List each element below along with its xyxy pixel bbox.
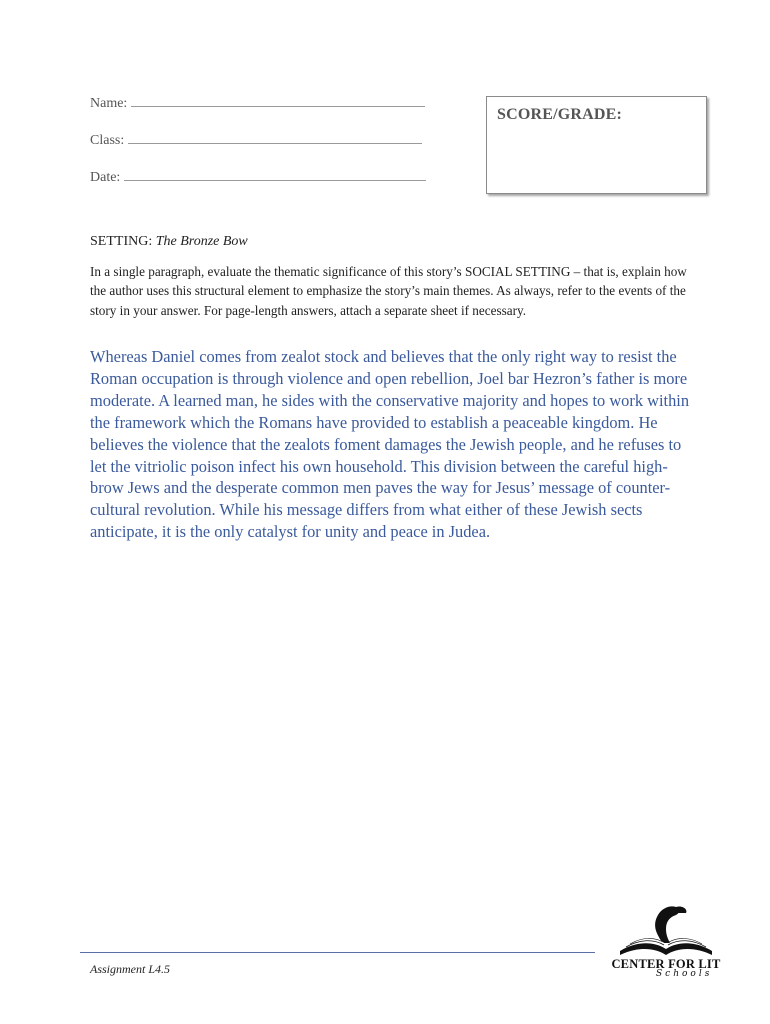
date-field[interactable]: [90, 168, 426, 186]
class-field[interactable]: [90, 131, 422, 149]
setting-heading: [90, 234, 248, 250]
name-field[interactable]: [90, 94, 425, 112]
date-label: Date:: [90, 170, 121, 185]
student-answer: Whereas Daniel comes from zealot stock and believes that the only right way to resist the Roman occupation is through violence and open rebellion, Joel bar Hezron’s father is more moderate. A learned man, he sides with the conservative majority and hopes to work within the framework which the Romans have provided to establish a peaceable kingdom. He believes the violence that the zealots foment damages the Jewish people, and he refuses to let the vitriolic poison infect his own household. This division between the careful high-brow Jews and the desperate common men paves the way for Jesus’ message of counter-cultural revolution. While his message differs from what either of these Jewish sects anticipate, it is the only catalyst for unity and peace in Judea.: [90, 347, 690, 542]
logo-name: CENTER FOR LIT: [611, 957, 721, 971]
center-for-lit-logo: [606, 895, 726, 990]
name-label: Name:: [90, 96, 128, 111]
score-grade-box: [486, 96, 707, 194]
name-underline[interactable]: [131, 94, 425, 107]
pelican-book-icon: [606, 895, 726, 961]
date-underline[interactable]: [124, 168, 426, 181]
book-title: The Bronze Bow: [155, 234, 248, 249]
setting-label: SETTING:: [90, 234, 153, 249]
score-grade-label: SCORE/GRADE:: [497, 106, 623, 123]
class-label: Class:: [90, 133, 125, 148]
logo-sub: Schools: [656, 969, 713, 979]
assignment-label: Assignment L4.5: [90, 962, 171, 976]
assignment-prompt: In a single paragraph, evaluate the thematic significance of this story’s SOCIAL SETTING – that is, explain how the author uses this structural element to emphasize the story’s main themes. As always, refer to the events of the story in your answer. For page-length answers, attach a separate sheet if necessary.: [90, 264, 687, 318]
footer-divider: [80, 952, 595, 953]
class-underline[interactable]: [128, 131, 422, 144]
